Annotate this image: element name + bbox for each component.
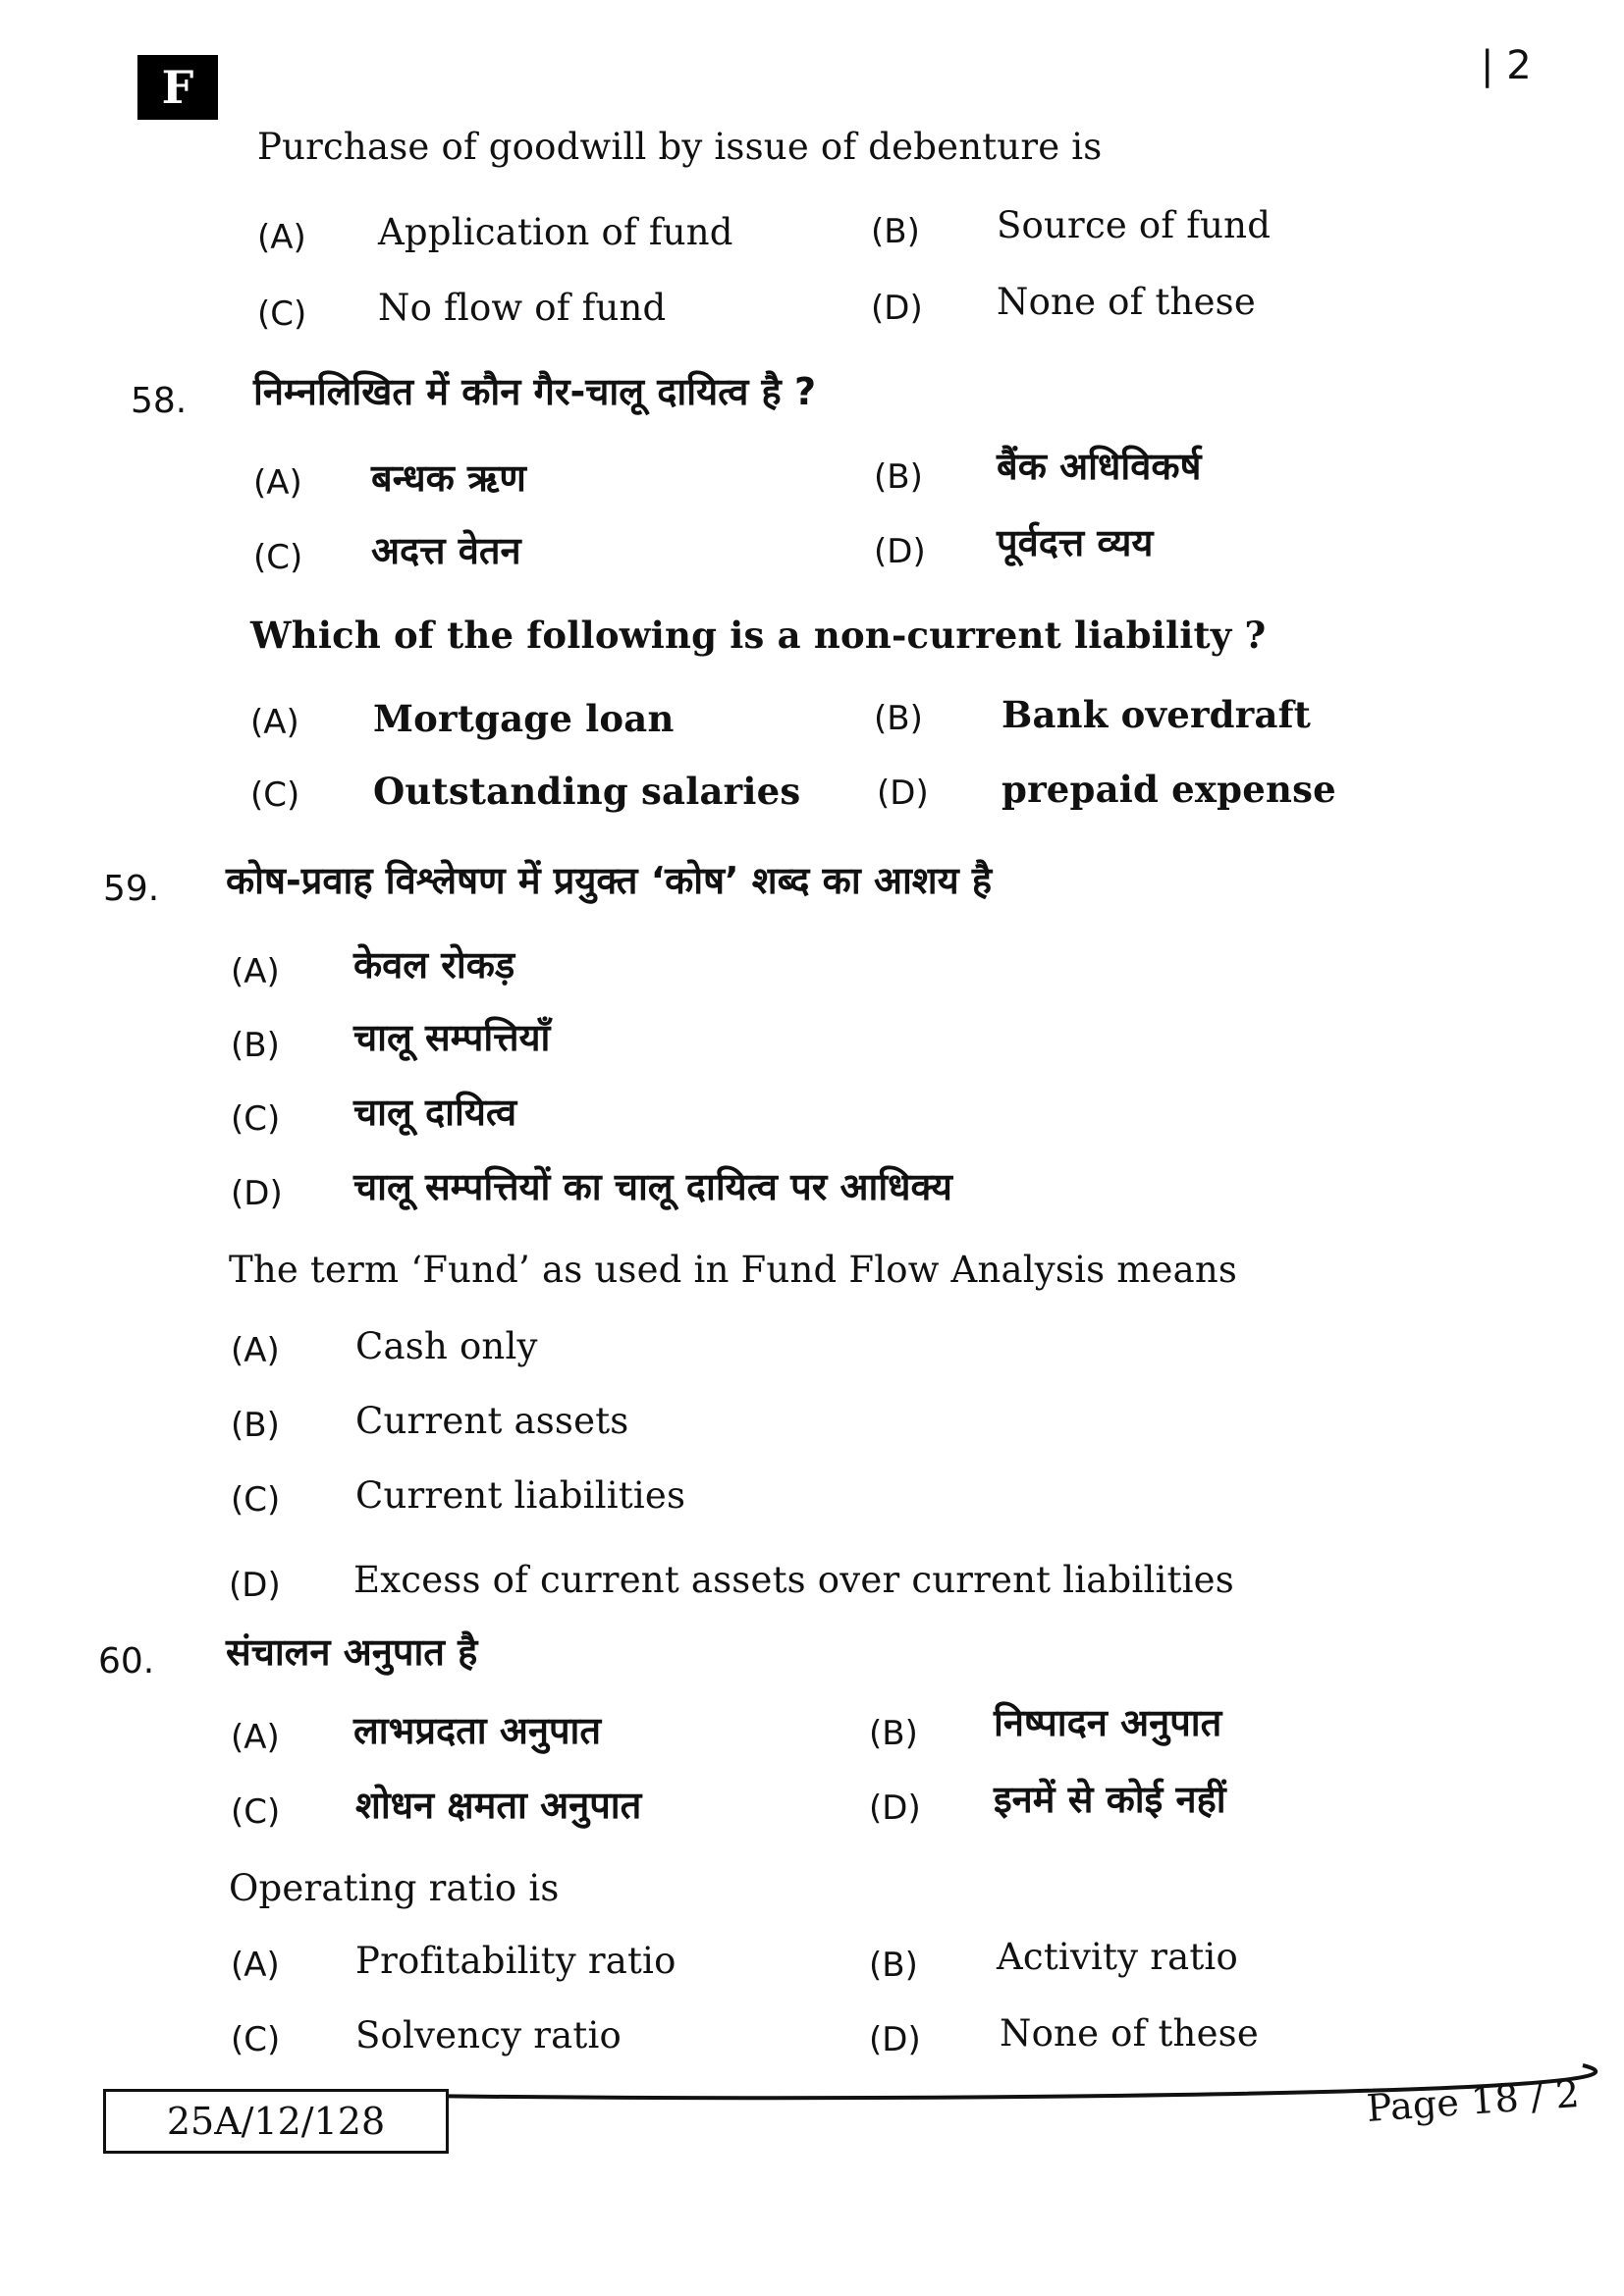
question-number: 60. — [98, 1641, 155, 1682]
question-text-en: Operating ratio is — [229, 1867, 560, 1909]
question-text-hi: संचालन अनुपात है — [226, 1630, 478, 1674]
option-text: Cash only — [355, 1325, 538, 1367]
option-text: निष्पादन अनुपात — [994, 1701, 1222, 1744]
option-text: Solvency ratio — [355, 2014, 622, 2056]
question-set-badge: F — [137, 55, 218, 120]
option-text: Application of fund — [378, 211, 733, 253]
option-text: Profitability ratio — [355, 1940, 677, 1982]
option-label: (B) — [869, 1714, 918, 1753]
question-number: 59. — [103, 869, 160, 909]
option-label: (C) — [231, 1099, 281, 1139]
question-text-en: Purchase of goodwill by issue of debenture is — [257, 126, 1103, 168]
option-label: (C) — [231, 2020, 281, 2059]
option-label: (A) — [231, 1331, 280, 1370]
option-text: Activity ratio — [997, 1936, 1238, 1978]
option-label: (D) — [869, 1789, 921, 1828]
option-label: (A) — [250, 703, 299, 742]
option-text: पूर्वदत्त व्यय — [997, 521, 1154, 564]
option-label: (D) — [877, 774, 929, 813]
option-label: (D) — [229, 1566, 281, 1605]
option-label: (B) — [874, 699, 923, 738]
question-number: 58. — [131, 381, 188, 421]
option-label: (A) — [253, 463, 302, 503]
option-text: अदत्त वेतन — [371, 529, 521, 572]
option-text: No flow of fund — [378, 287, 667, 329]
page-ref-top: | 2 — [1481, 43, 1532, 88]
option-label: (B) — [871, 212, 920, 251]
option-text: बन्धक ऋण — [371, 456, 526, 500]
question-text-hi: कोष-प्रवाह विश्लेषण में प्रयुक्त ‘कोष’ शब्द का आशय है — [226, 859, 993, 902]
option-label: (B) — [231, 1026, 280, 1065]
question-text-en: The term ‘Fund’ as used in Fund Flow Analysis means — [229, 1249, 1238, 1291]
option-label: (D) — [874, 532, 926, 571]
option-label: (B) — [869, 1946, 918, 1985]
option-text: चालू दायित्व — [353, 1091, 517, 1134]
option-text: इनमें से कोई नहीं — [994, 1778, 1226, 1821]
option-text: Current liabilities — [355, 1474, 686, 1517]
option-label: (B) — [874, 457, 923, 497]
option-text: prepaid expense — [1001, 768, 1336, 811]
paper-code: 25A/12/128 — [166, 2100, 386, 2143]
option-label: (D) — [231, 1174, 283, 1213]
option-text: None of these — [997, 281, 1256, 323]
option-text: केवल रोकड़ — [353, 943, 515, 987]
option-text: None of these — [1000, 2012, 1259, 2055]
option-label: (C) — [231, 1792, 281, 1832]
option-label: (C) — [257, 294, 307, 334]
option-label: (D) — [869, 2020, 921, 2059]
option-label: (D) — [871, 289, 923, 328]
option-text: Source of fund — [997, 204, 1272, 246]
option-text: Excess of current assets over current liabilities — [353, 1559, 1234, 1601]
option-label: (C) — [250, 775, 300, 815]
question-text-en: Which of the following is a non-current liability ? — [250, 614, 1267, 657]
option-label: (A) — [257, 218, 306, 257]
option-text: Mortgage loan — [373, 697, 675, 740]
option-text: Outstanding salaries — [373, 770, 801, 813]
page-number: Page 18 / 2 — [1365, 2071, 1582, 2130]
question-text-hi: निम्नलिखित में कौन गैर-चालू दायित्व है ? — [253, 370, 817, 413]
option-label: (C) — [253, 538, 303, 577]
option-text: चालू सम्पत्तियों का चालू दायित्व पर आधिक्य — [353, 1165, 952, 1208]
option-text: लाभप्रदता अनुपात — [353, 1709, 602, 1752]
option-label: (A) — [231, 1946, 280, 1985]
option-label: (B) — [231, 1406, 280, 1445]
option-text: Bank overdraft — [1001, 693, 1312, 736]
paper-code-box — [103, 2089, 449, 2154]
option-label: (A) — [231, 952, 280, 991]
option-text: चालू सम्पत्तियाँ — [353, 1016, 551, 1059]
option-text: Current assets — [355, 1400, 629, 1442]
option-label: (A) — [231, 1718, 280, 1757]
option-text: शोधन क्षमता अनुपात — [355, 1784, 642, 1827]
option-text: बैंक अधिविकर्ष — [997, 445, 1202, 488]
option-label: (C) — [231, 1480, 281, 1520]
